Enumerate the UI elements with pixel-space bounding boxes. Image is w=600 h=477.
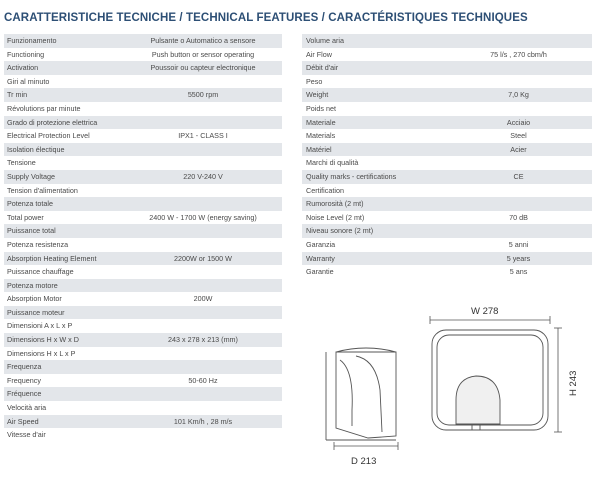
- spec-value: 2400 W - 1700 W (energy saving): [149, 212, 257, 222]
- spec-label: Weight: [306, 90, 329, 100]
- spec-label: Certification: [306, 185, 344, 195]
- spec-value: 5 ans: [509, 267, 528, 277]
- spec-label: Garantie: [306, 267, 334, 277]
- spec-value: Push button or sensor operating: [151, 49, 255, 59]
- spec-label: Air Flow: [306, 49, 332, 59]
- height-label: H 243: [568, 370, 579, 396]
- spec-label: Activation: [7, 63, 39, 73]
- spec-label: Total power: [7, 212, 44, 222]
- right-spec-table: [302, 34, 592, 279]
- spec-row: [4, 252, 282, 266]
- spec-label: Materiale: [306, 117, 336, 127]
- spec-label: Functioning: [7, 49, 45, 59]
- dryer-dimension-drawing: [296, 300, 600, 477]
- spec-row: [4, 279, 282, 293]
- spec-label: Révolutions par minute: [7, 103, 81, 113]
- spec-row: [4, 415, 282, 429]
- spec-row: [302, 224, 592, 238]
- spec-row: [302, 143, 592, 157]
- spec-row: [4, 333, 282, 347]
- spec-label: Isolation électique: [7, 144, 65, 154]
- spec-value: CE: [513, 171, 524, 181]
- spec-row: [4, 319, 282, 333]
- spec-row: [4, 428, 282, 442]
- spec-row: [302, 156, 592, 170]
- spec-label: Noise Level (2 mt): [306, 212, 365, 222]
- spec-label: Giri al minuto: [7, 76, 50, 86]
- depth-label: D 213: [351, 456, 377, 467]
- spec-label: Tension d'alimentation: [7, 185, 78, 195]
- spec-row: [4, 143, 282, 157]
- spec-label: Peso: [306, 76, 323, 86]
- spec-row: [302, 129, 592, 143]
- spec-label: Electrical Protection Level: [7, 131, 90, 141]
- spec-row: [4, 360, 282, 374]
- spec-row: [4, 292, 282, 306]
- spec-value: 200W: [193, 294, 213, 304]
- spec-value: Poussoir ou capteur electronique: [150, 63, 256, 73]
- spec-row: [302, 252, 592, 266]
- spec-label: Funzionamento: [7, 36, 57, 45]
- spec-label: Marchi di qualità: [306, 158, 359, 168]
- spec-row: [302, 197, 592, 211]
- spec-value: 75 l/s , 270 cbm/h: [490, 49, 547, 59]
- spec-row: [4, 75, 282, 89]
- spec-label: Supply Voltage: [7, 171, 55, 181]
- spec-row: [4, 129, 282, 143]
- spec-value: Acciaio: [506, 117, 531, 127]
- width-label: W 278: [471, 306, 499, 317]
- spec-value: 5500 rpm: [187, 90, 219, 100]
- spec-label: Niveau sonore (2 mt): [306, 226, 374, 236]
- spec-row: [4, 238, 282, 252]
- spec-label: Absorption Motor: [7, 294, 62, 304]
- spec-label: Rumorosità (2 mt): [306, 199, 364, 209]
- spec-value: Acier: [510, 144, 527, 154]
- spec-label: Dimensions H x L x P: [7, 348, 76, 358]
- spec-row: [4, 184, 282, 198]
- spec-value: 243 x 278 x 213 (mm): [168, 335, 238, 345]
- spec-label: Potenza motore: [7, 280, 58, 290]
- spec-value: 2200W or 1500 W: [174, 253, 232, 263]
- spec-value: 70 dB: [509, 212, 528, 222]
- spec-row: [4, 265, 282, 279]
- spec-row: [302, 88, 592, 102]
- spec-row: [4, 401, 282, 415]
- front-view: [432, 330, 548, 430]
- spec-row: [4, 34, 282, 48]
- spec-label: Puissance total: [7, 226, 56, 236]
- spec-row: [302, 61, 592, 75]
- spec-label: Materials: [306, 131, 336, 141]
- spec-label: Velocità aria: [7, 403, 47, 413]
- side-view: [326, 348, 396, 440]
- spec-label: Fréquence: [7, 389, 42, 399]
- spec-label: Warranty: [306, 253, 335, 263]
- spec-row: [4, 116, 282, 130]
- spec-label: Grado di protezione elettrica: [7, 117, 98, 127]
- spec-row: [4, 211, 282, 225]
- spec-row: [4, 170, 282, 184]
- spec-row: [4, 224, 282, 238]
- spec-row: [302, 184, 592, 198]
- spec-label: Dimensions H x W x D: [7, 335, 79, 345]
- spec-value: IPX1 - CLASS I: [178, 131, 228, 141]
- spec-row: [302, 238, 592, 252]
- spec-row: [4, 156, 282, 170]
- spec-label: Quality marks - certifications: [306, 171, 397, 181]
- spec-label: Garanzia: [306, 239, 336, 249]
- spec-row: [302, 170, 592, 184]
- spec-row: [4, 347, 282, 361]
- spec-value: Pulsante o Automatico a sensore: [150, 36, 256, 45]
- spec-label: Dimensioni A x L x P: [7, 321, 73, 331]
- spec-label: Poids net: [306, 103, 336, 113]
- spec-value: 5 years: [506, 253, 531, 263]
- spec-value: 220 V-240 V: [183, 171, 223, 181]
- spec-row: [4, 48, 282, 62]
- spec-label: Puissance moteur: [7, 307, 65, 317]
- spec-row: [302, 116, 592, 130]
- spec-row: [4, 102, 282, 116]
- spec-row: [4, 61, 282, 75]
- spec-label: Absorption Heating Element: [7, 253, 97, 263]
- spec-label: Débit d'air: [306, 63, 339, 73]
- spec-row: [302, 34, 592, 48]
- spec-value: Steel: [510, 131, 527, 141]
- spec-label: Tensione: [7, 158, 36, 168]
- spec-value: 5 anni: [508, 239, 529, 249]
- spec-label: Potenza totale: [7, 199, 53, 209]
- spec-row: [302, 48, 592, 62]
- left-spec-table: [4, 34, 282, 442]
- spec-value: 50-60 Hz: [188, 375, 218, 385]
- spec-label: Puissance chauffage: [7, 267, 74, 277]
- spec-label: Frequency: [7, 375, 41, 385]
- spec-label: Matériel: [306, 144, 332, 154]
- spec-row: [4, 374, 282, 388]
- spec-row: [4, 306, 282, 320]
- spec-row: [4, 88, 282, 102]
- spec-row: [302, 211, 592, 225]
- page-title: CARATTERISTICHE TECNICHE / TECHNICAL FEATURES / CARACTÉRISTIQUES TECHNIQUES: [4, 12, 528, 24]
- spec-label: Tr min: [7, 90, 28, 100]
- spec-label: Vitesse d'air: [7, 430, 46, 440]
- spec-value: 101 Km/h , 28 m/s: [173, 416, 233, 426]
- spec-row: [4, 197, 282, 211]
- spec-label: Volume aria: [306, 36, 344, 45]
- spec-row: [302, 102, 592, 116]
- spec-label: Air Speed: [7, 416, 39, 426]
- spec-row: [4, 387, 282, 401]
- spec-value: 7,0 Kg: [508, 90, 529, 100]
- spec-row: [302, 75, 592, 89]
- spec-label: Frequenza: [7, 362, 42, 372]
- spec-label: Potenza resistenza: [7, 239, 69, 249]
- spec-row: [302, 265, 592, 279]
